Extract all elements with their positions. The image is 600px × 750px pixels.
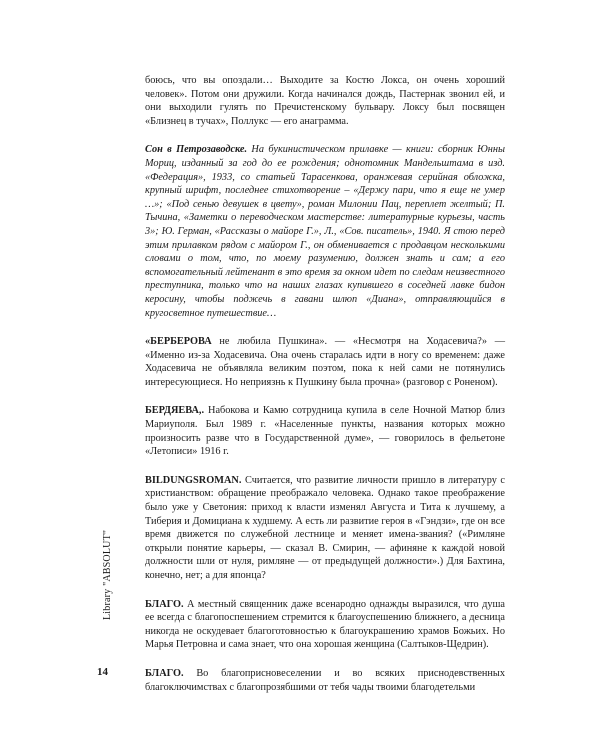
entry-bildungsroman [145,474,505,583]
entry-heading: «БЕРБЕРОВА [145,336,212,348]
entry-heading: Сон в Петрозаводске. [145,144,248,156]
entry-heading: БЛАГО. [145,598,184,610]
entry-dream-petrozavodsk [145,143,505,320]
entry-heading: БЛАГО. [145,667,184,679]
entry-blago-2 [145,667,505,694]
entry-blago-1 [145,598,505,652]
entry-heading: BILDUNGSROMAN. [145,474,242,486]
entry-berdyaeva [145,404,505,458]
entry-text: На букинистическом прилавке — книги: сборник Юнны Мориц, изданный за год до ее рождения; однотомник Мандельштама в изд. «Федерация», 1933, со статьей Тарасенкова, оранжевая серийная обложка, крупный шрифт, последнее стихотворение – «Держу пари, что я еще не умер …»; «Под сенью девушек в цвету», роман Милонии Пац, переплет желтый; П. Тычина, «Заметки о переводческом мастерстве: литературные курьезы, часть 3»; Ю. Герман, «Рассказы о майоре Г.», Л., «Сов. писатель», 1940. Я стою перед этим прилавком рядом с майором Г., он обменивается с продавцом несколькими словами о том, что, по моему разумению, должен знать и сам; а его вспомогательный лейтенант в это время за окном идет по следам неизвестного преступника, только что на наших глазах купившего в соседней лавке бидон керосину, чтобы поджечь в гавани шлюп «Диана», отправляющийся в кругосветное путешествие… [145,144,505,319]
entry-text: Считается, что развитие личности пришло в литературу с христианством: обращение преображало человека. Однако такое преображение было уже у Светония: приход к власти изменял Августа и Тита к лучшему, а Тиберия и Домициана к худшему. А есть ли развитие героя в «Гэндзи», где он все время движется по служебной лестнице и меняет имена-звания? («Римляне открыли понятие карьеры, — сказал В. Смирин, — афиняне к каждой новой должности шли от нуля, римляне — от предыдущей должности».) Для Бахтина, конечно, нет; а для японца? [145,474,505,581]
entry-text: А местный священник даже всенародно однажды выразился, что душа ее всегда с благопоспешением стремится к благоуспешению ближнего, а десница никогда не оскудевает благоготовностью к благоукрашению храмов Божьих. Но Марья Петровна и сама знает, что она хорошая женщина (Салтыков-Щедрин). [145,598,505,651]
page-number: 14 [97,666,108,678]
entry-text: Во благоприсновеселении и во всяких приснодевственных благоключимствах с благопрозябшими от тебя чады твоими благодетельми [145,667,505,693]
paragraph-text: боюсь, что вы опоздали… Выходите за Костю Локса, он очень хороший человек». Потом они дружили. Когда начинался дождь, Пастернак звонил ей, и они выходили гулять по Пречистенскому бульвару. Локсу был посвящен «Близнец в тучах», Поллукс — его анаграмма. [145,75,505,127]
entry-heading: БЕРДЯЕВА,. [145,405,205,417]
entry-text: Набокова и Камю сотрудница купила в селе Ночной Матюр близ Мариуполя. Был 1989 г. «Населенные пункты, названия которых можно произносить разве что в Государственной думе», — говорилось в фельетоне «Летописи» 1916 г. [145,405,505,458]
side-library-label: Library "ABSOLUT" [102,529,113,620]
entry-text: не любила Пушкина». — «Несмотря на Ходасевича?» — «Именно из-за Ходасевича. Она очень старалась идти в ногу со временем: даже Ходасевича не объявляла великим поэтом, пока к ней сами не потянулись интересующиеся. Но неприязнь к Пушкину была прочна» (разговор с Роненом). [145,336,505,388]
entry-berberova [145,335,505,389]
body-text [145,74,505,694]
paragraph-continuation [145,74,505,128]
